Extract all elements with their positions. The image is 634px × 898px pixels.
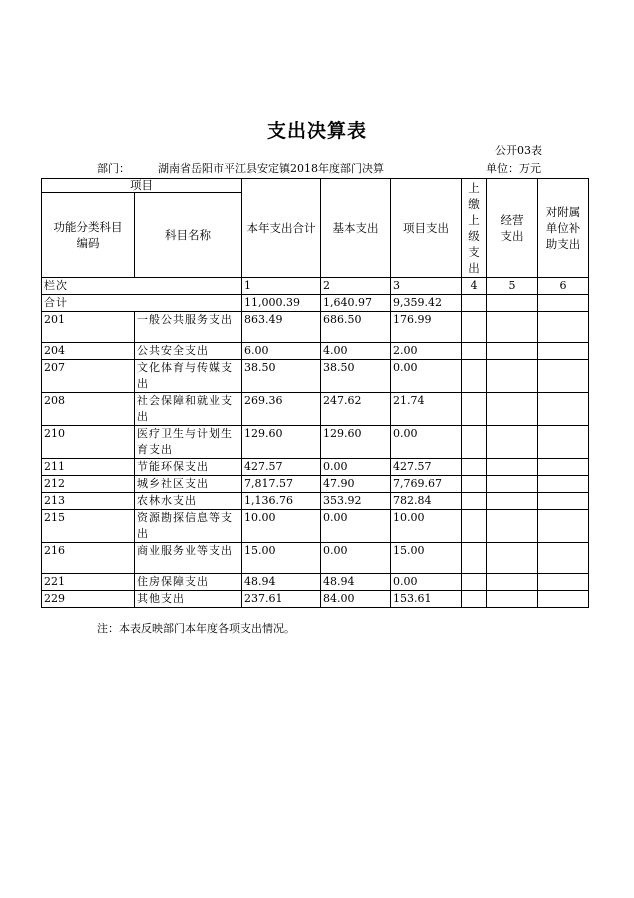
row-basic: 247.62	[321, 393, 391, 426]
table-row	[42, 476, 589, 493]
row-total: 48.94	[242, 574, 321, 591]
row-basic: 4.00	[321, 343, 391, 360]
row-empty-cell	[487, 476, 538, 493]
header-name: 科目名称	[135, 193, 242, 278]
row-empty-cell	[487, 510, 538, 543]
row-empty-cell	[487, 426, 538, 459]
row-empty-cell	[487, 591, 538, 608]
row-basic: 686.50	[321, 312, 391, 343]
table-note: 注：本表反映部门本年度各项支出情况。	[97, 622, 295, 635]
row-basic: 0.00	[321, 459, 391, 476]
header-upper	[462, 179, 487, 278]
row-name: 医疗卫生与计划生育支出	[135, 426, 242, 459]
table-row	[42, 543, 589, 574]
header-code	[42, 193, 135, 278]
header-subsidy-text: 对附属单位补助支出	[545, 205, 581, 251]
row-empty-cell	[462, 459, 487, 476]
form-number: 公开03表	[495, 144, 542, 157]
row-project: 0.00	[391, 360, 462, 393]
header-business-text: 经营支出	[500, 213, 524, 243]
row-empty-cell	[538, 510, 589, 543]
row-project: 15.00	[391, 543, 462, 574]
row-project: 7,769.67	[391, 476, 462, 493]
row-code: 208	[42, 393, 135, 426]
row-empty-cell	[538, 476, 589, 493]
row-name: 农林水支出	[135, 493, 242, 510]
row-total: 7,817.57	[242, 476, 321, 493]
row-code: 215	[42, 510, 135, 543]
row-empty-cell	[487, 459, 538, 476]
table-row	[42, 312, 589, 343]
row-empty-cell	[538, 493, 589, 510]
row-empty-cell	[462, 426, 487, 459]
row-empty-cell	[462, 510, 487, 543]
row-name: 住房保障支出	[135, 574, 242, 591]
row-name: 文化体育与传媒支出	[135, 360, 242, 393]
row-name: 节能环保支出	[135, 459, 242, 476]
row-total: 1,136.76	[242, 493, 321, 510]
row-name: 其他支出	[135, 591, 242, 608]
table-row	[42, 574, 589, 591]
row-name: 城乡社区支出	[135, 476, 242, 493]
row-total: 10.00	[242, 510, 321, 543]
row-code: 201	[42, 312, 135, 343]
table-row	[42, 510, 589, 543]
row-project: 2.00	[391, 343, 462, 360]
column-index-4: 4	[462, 278, 487, 295]
total-project: 9,359.42	[391, 295, 462, 312]
table-row	[42, 426, 589, 459]
row-code: 210	[42, 426, 135, 459]
row-code: 216	[42, 543, 135, 574]
table-row	[42, 360, 589, 393]
row-empty-cell	[487, 574, 538, 591]
row-empty-cell	[462, 343, 487, 360]
row-empty-cell	[462, 360, 487, 393]
row-empty-cell	[462, 476, 487, 493]
row-empty-cell	[538, 343, 589, 360]
row-basic: 38.50	[321, 360, 391, 393]
row-empty-cell	[538, 574, 589, 591]
table-row	[42, 493, 589, 510]
row-total: 6.00	[242, 343, 321, 360]
row-name: 一般公共服务支出	[135, 312, 242, 343]
row-total: 269.36	[242, 393, 321, 426]
table-row	[42, 343, 589, 360]
row-name: 资源勘探信息等支出	[135, 510, 242, 543]
row-empty-cell	[487, 493, 538, 510]
row-basic: 0.00	[321, 543, 391, 574]
row-empty-cell	[538, 543, 589, 574]
column-index-2: 2	[321, 278, 391, 295]
total-label: 合计	[42, 295, 242, 312]
row-empty-cell	[487, 360, 538, 393]
row-empty-cell	[538, 312, 589, 343]
row-empty-cell	[462, 312, 487, 343]
row-project: 21.74	[391, 393, 462, 426]
row-empty-cell	[462, 393, 487, 426]
row-project: 782.84	[391, 493, 462, 510]
total-amount: 11,000.39	[242, 295, 321, 312]
row-empty-cell	[487, 393, 538, 426]
table-row	[42, 393, 589, 426]
page-title: 支出决算表	[266, 120, 367, 142]
row-basic: 0.00	[321, 510, 391, 543]
row-name: 商业服务业等支出	[135, 543, 242, 574]
row-project: 427.57	[391, 459, 462, 476]
row-basic: 353.92	[321, 493, 391, 510]
row-empty-cell	[462, 591, 487, 608]
column-index-3: 3	[391, 278, 462, 295]
column-index-6: 6	[538, 278, 589, 295]
row-code: 213	[42, 493, 135, 510]
row-code: 212	[42, 476, 135, 493]
row-basic: 129.60	[321, 426, 391, 459]
row-empty-cell	[487, 543, 538, 574]
unit-label: 单位：万元	[486, 162, 541, 175]
row-empty-cell	[538, 360, 589, 393]
header-group: 项目	[42, 179, 242, 193]
row-code: 204	[42, 343, 135, 360]
row-code: 207	[42, 360, 135, 393]
header-subsidy	[538, 179, 589, 278]
row-empty-cell	[462, 543, 487, 574]
row-empty-cell	[538, 393, 589, 426]
header-project: 项目支出	[391, 179, 462, 278]
table-body	[42, 312, 589, 608]
row-project: 153.61	[391, 591, 462, 608]
header-business	[487, 179, 538, 278]
row-total: 863.49	[242, 312, 321, 343]
row-empty-cell	[538, 459, 589, 476]
row-total: 15.00	[242, 543, 321, 574]
total-basic: 1,640.97	[321, 295, 391, 312]
row-project: 10.00	[391, 510, 462, 543]
row-empty-cell	[462, 574, 487, 591]
row-basic: 84.00	[321, 591, 391, 608]
row-empty-cell	[462, 493, 487, 510]
row-total: 427.57	[242, 459, 321, 476]
row-code: 221	[42, 574, 135, 591]
expenditure-table	[41, 178, 589, 608]
row-project: 0.00	[391, 574, 462, 591]
row-code: 229	[42, 591, 135, 608]
department-name: 湖南省岳阳市平江县安定镇2018年度部门决算	[158, 162, 384, 175]
row-empty-cell	[487, 312, 538, 343]
row-total: 38.50	[242, 360, 321, 393]
column-index-5: 5	[487, 278, 538, 295]
row-total: 129.60	[242, 426, 321, 459]
table-row	[42, 591, 589, 608]
row-basic: 47.90	[321, 476, 391, 493]
header-code-text: 功能分类科目编码	[53, 220, 123, 250]
header-total: 本年支出合计	[242, 179, 321, 278]
row-basic: 48.94	[321, 574, 391, 591]
row-total: 237.61	[242, 591, 321, 608]
row-empty-cell	[538, 591, 589, 608]
total-row	[42, 295, 589, 312]
department-label: 部门：	[97, 162, 130, 175]
row-project: 176.99	[391, 312, 462, 343]
row-name: 公共安全支出	[135, 343, 242, 360]
header-basic: 基本支出	[321, 179, 391, 278]
row-empty-cell	[487, 343, 538, 360]
row-name: 社会保障和就业支出	[135, 393, 242, 426]
row-empty-cell	[538, 426, 589, 459]
header-upper-text: 上缴上级支出	[468, 181, 480, 275]
column-index-1: 1	[242, 278, 321, 295]
row-code: 211	[42, 459, 135, 476]
table-row	[42, 459, 589, 476]
row-project: 0.00	[391, 426, 462, 459]
column-index-label: 栏次	[42, 278, 242, 295]
column-index-row	[42, 278, 589, 295]
